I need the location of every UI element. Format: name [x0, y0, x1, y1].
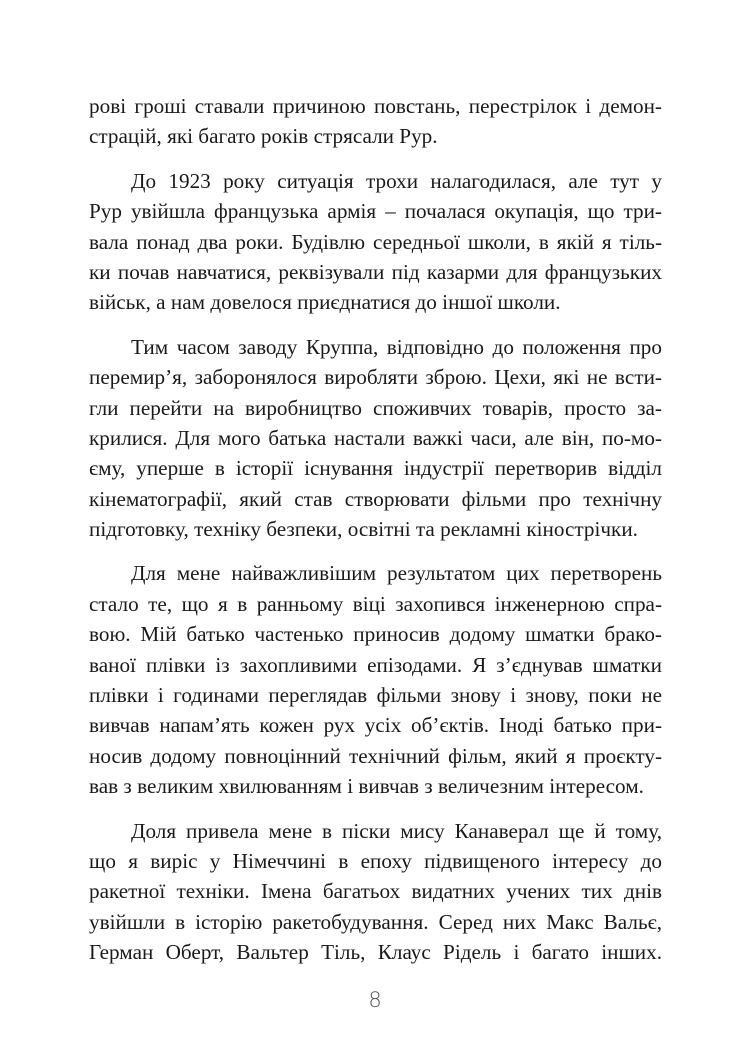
paragraph — [89, 166, 662, 318]
text-line: вав з великим хвилюванням і вивчав з величезним інтересом. — [89, 774, 644, 799]
text-line: ки почав навчатися, реквізували під казарми для французьких — [89, 259, 662, 284]
text-line: Для мене найважливішим результатом цих перетворень — [131, 561, 662, 586]
text-line: увійшли в історію ракетобудування. Серед них Макс Вальє, — [89, 909, 662, 934]
text-line: Доля привела мене в піски мису Канаверал ще й тому, — [131, 818, 662, 843]
page-number: 8 — [368, 988, 382, 1012]
text-line: кінематографії, який став створювати фільми про технічну — [89, 486, 662, 511]
text-line: плівки і годинами переглядав фільми знову і знову, поки не — [89, 683, 662, 708]
text-line: носив додому повноцінний технічний фільм, який я проєкту- — [89, 743, 662, 768]
paragraph — [89, 816, 662, 968]
text-line: перемир’я, заборонялося виробляти зброю. Цехи, які не вcти- — [89, 365, 662, 390]
text-line: стало те, що я в ранньому віці захопився інженерною спра- — [89, 591, 662, 616]
text-line: До 1923 року ситуація трохи налагодилася, але тут у — [131, 168, 662, 193]
text-line: вивчав напам’ять кожен рух усіх об’єктів. Іноді батько при- — [89, 713, 662, 738]
text-line: рові гроші ставали причиною повстань, перестрілок і демон- — [89, 94, 662, 118]
paragraph — [89, 558, 662, 801]
text-line: гли перейти на виробництво споживчих товарів, просто за- — [89, 395, 662, 420]
text-line: страцій, які багато років стрясали Рур. — [89, 124, 438, 149]
text-line: що я виріс у Німеччині в епоху підвищеного інтересу до — [89, 848, 662, 873]
paragraph — [89, 332, 662, 545]
text-line: єму, уперше в історії існування індустрії перетворив відділ — [89, 456, 662, 481]
paragraph — [89, 91, 662, 152]
text-line: крилися. Для мого батька настали важкі часи, але він, по-мо- — [89, 425, 662, 450]
text-line: Тим часом заводу Круппа, відповідно до положення про — [131, 334, 662, 359]
text-line: Рур увійшла французька армія – почалася окупація, що три- — [89, 199, 662, 224]
text-line: ракетної техніки. Імена багатьох видатних учених тих днів — [89, 879, 662, 904]
page-body — [89, 91, 662, 982]
text-line: вою. Мій батько частенько приносив додому шматки брако- — [89, 622, 662, 647]
text-line: Герман Оберт, Вальтер Тіль, Клаус Рідель і багато інших. — [89, 940, 662, 965]
text-line: вала понад два роки. Будівлю середньої школи, в якій я тіль- — [89, 229, 662, 254]
text-line: військ, а нам довелося приєднатися до іншої школи. — [89, 290, 561, 315]
text-line: ваної плівки із захопливими епізодами. Я з’єднував шматки — [89, 652, 662, 677]
text-line: підготовку, техніку безпеки, освітні та рекламні кінострічки. — [89, 517, 638, 542]
